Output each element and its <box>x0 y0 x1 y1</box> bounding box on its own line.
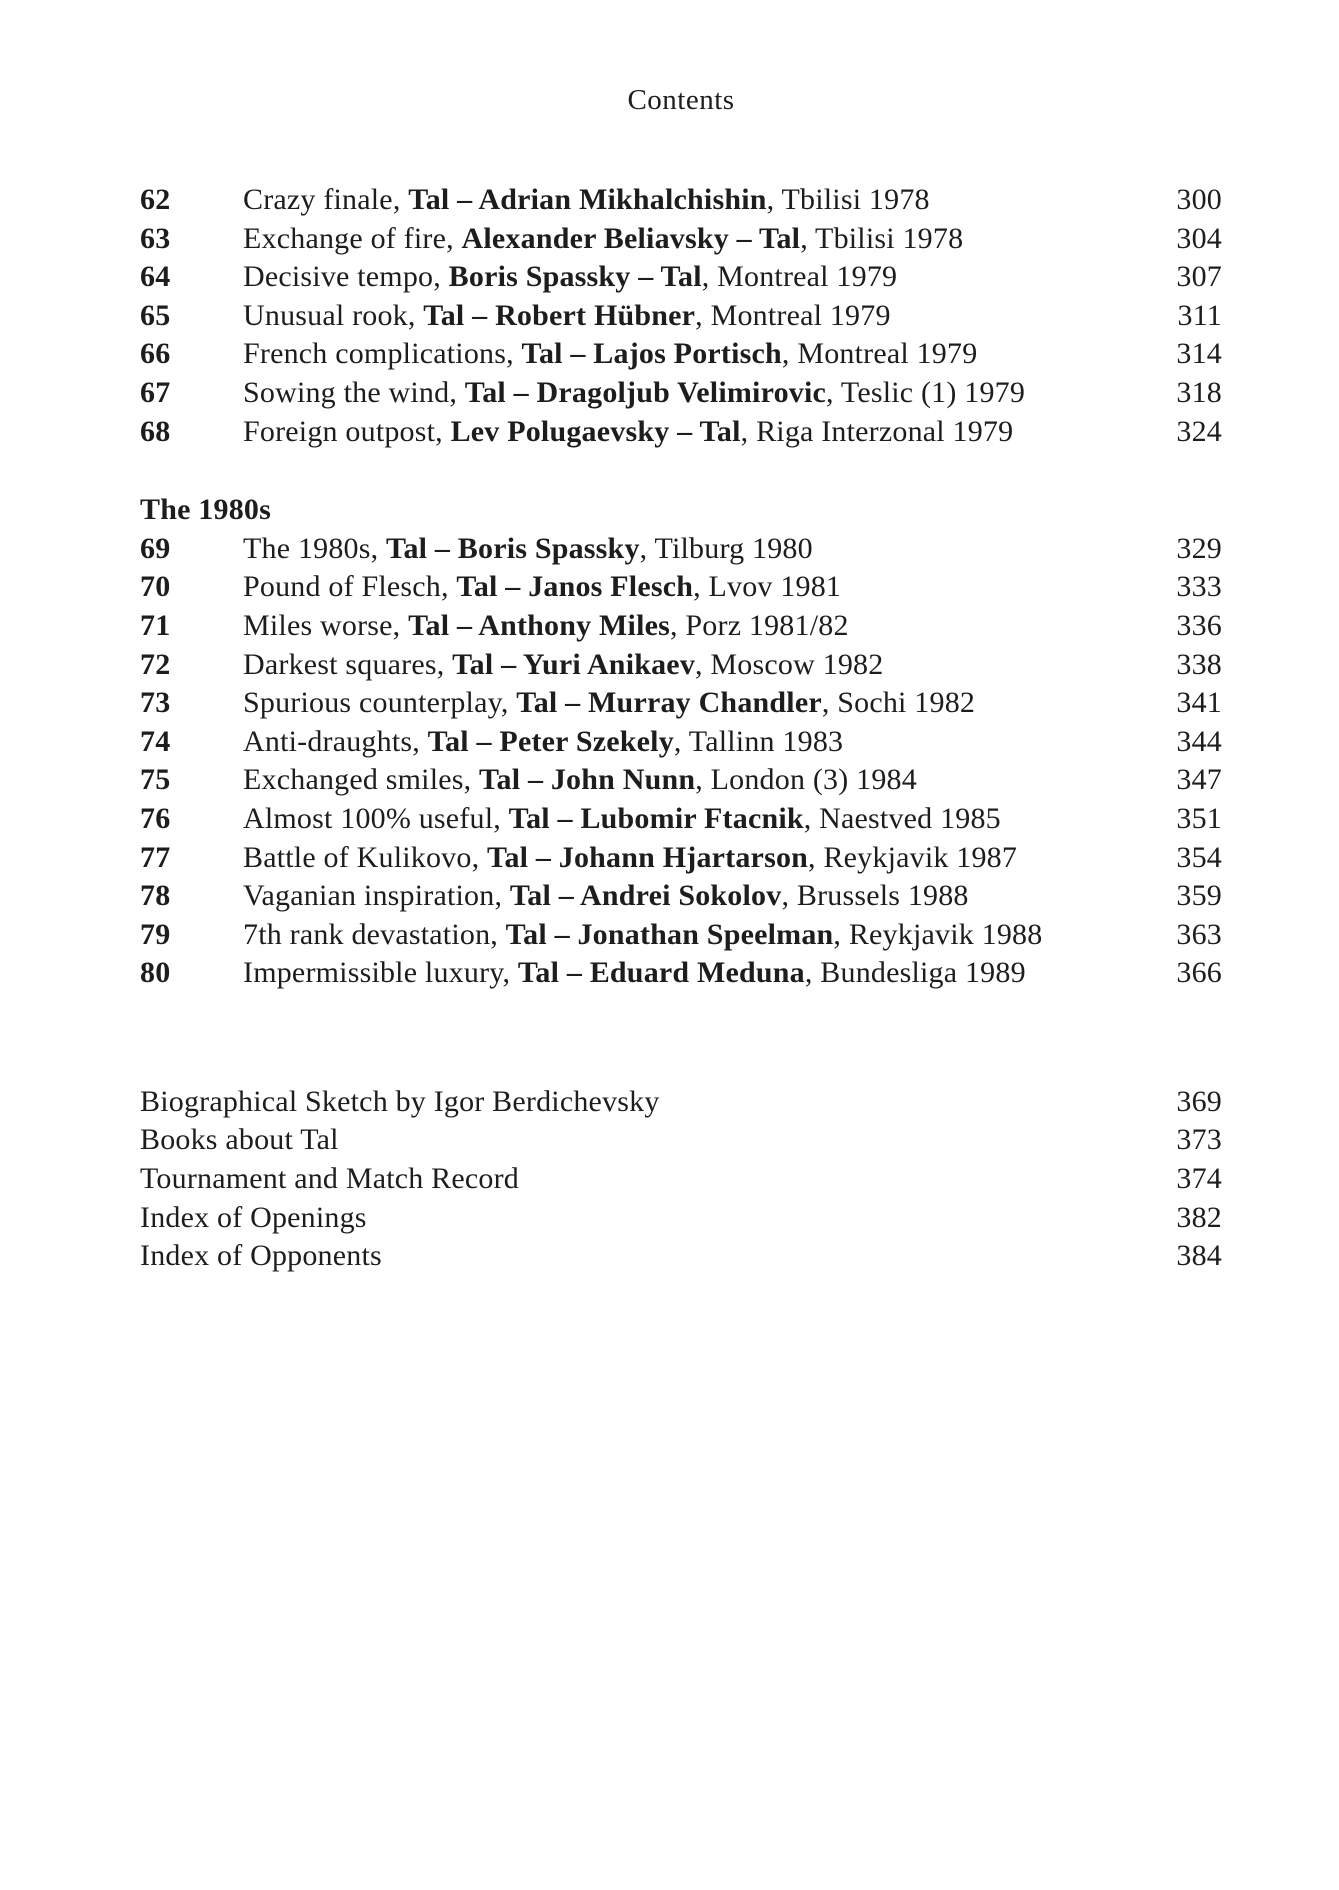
game-venue-year: , Moscow 1982 <box>695 647 884 681</box>
back-matter-label: Index of Openings <box>140 1200 367 1234</box>
toc-entry-row <box>140 181 1222 220</box>
game-number: 72 <box>140 647 171 681</box>
toc-entry-row <box>140 297 1222 336</box>
game-number: 75 <box>140 763 171 797</box>
game-players: Tal – Eduard Meduna <box>517 956 805 990</box>
game-number: 74 <box>140 724 171 758</box>
game-venue-year: , Riga Interzonal 1979 <box>740 414 1014 448</box>
game-title-text: Sowing the wind, <box>243 375 465 409</box>
page-number: 347 <box>1176 763 1222 797</box>
game-players: Tal – Johann Hjartarson <box>486 840 809 874</box>
back-matter-row <box>140 1083 1222 1122</box>
game-title-text: Anti-draughts, <box>243 724 428 758</box>
game-title-text: French complications, <box>243 337 522 371</box>
game-venue-year: , Tilburg 1980 <box>639 531 813 565</box>
game-title <box>243 877 1176 916</box>
toc-entry-row <box>140 761 1222 800</box>
game-title-text: Almost 100% useful, <box>243 801 509 835</box>
back-matter-label: Biographical Sketch by Igor Berdichevsky <box>140 1084 660 1118</box>
game-title-text: The 1980s, <box>243 531 387 565</box>
game-players: Lev Polugaevsky – Tal <box>450 414 741 448</box>
page-number: 363 <box>1176 917 1222 951</box>
game-venue-year: , London (3) 1984 <box>695 763 917 797</box>
game-venue-year: , Reykjavik 1988 <box>833 917 1043 951</box>
game-number: 80 <box>140 956 171 990</box>
toc-section <box>140 491 1222 993</box>
game-title <box>243 220 1176 259</box>
toc-entry-row <box>140 839 1222 878</box>
page-number: 384 <box>1176 1239 1222 1273</box>
game-title-text: Exchange of fire, <box>243 221 462 255</box>
toc-entry-row <box>140 877 1222 916</box>
game-venue-year: , Tbilisi 1978 <box>766 183 930 216</box>
toc-entry-row <box>140 220 1222 259</box>
toc-entry-row <box>140 335 1222 374</box>
game-title <box>243 723 1176 762</box>
back-matter-row <box>140 1237 1222 1276</box>
page-number: 382 <box>1176 1200 1222 1234</box>
table-of-contents <box>140 181 1222 1276</box>
game-players: Tal – Adrian Mikhalchishin <box>408 183 767 216</box>
game-venue-year: , Teslic (1) 1979 <box>826 375 1026 409</box>
game-number: 64 <box>140 260 171 294</box>
toc-entry-row <box>140 568 1222 607</box>
toc-entry-row <box>140 374 1222 413</box>
game-players: Tal – Anthony Miles <box>408 608 671 642</box>
game-players: Boris Spassky – Tal <box>448 260 702 294</box>
game-venue-year: , Montreal 1979 <box>781 337 978 371</box>
game-venue-year: , Lvov 1981 <box>693 570 842 604</box>
toc-entry-row <box>140 954 1222 993</box>
toc-entry-row <box>140 413 1222 452</box>
game-players: Tal – Lajos Portisch <box>521 337 782 371</box>
page-title: Contents <box>627 84 735 116</box>
game-title <box>243 839 1176 878</box>
game-players: Alexander Beliavsky – Tal <box>461 221 801 255</box>
game-number: 63 <box>140 221 171 255</box>
game-title-text: Battle of Kulikovo, <box>243 840 487 874</box>
game-title <box>243 374 1176 413</box>
toc-entry-row <box>140 723 1222 762</box>
game-players: Tal – Janos Flesch <box>456 570 694 604</box>
page-number: 359 <box>1176 879 1222 913</box>
game-number: 65 <box>140 298 171 332</box>
game-number: 70 <box>140 570 171 604</box>
game-venue-year: , Montreal 1979 <box>695 298 891 332</box>
section-heading: The 1980s <box>140 493 271 527</box>
page-number: 373 <box>1176 1123 1222 1157</box>
back-matter-row <box>140 1121 1222 1160</box>
game-title-text: Crazy finale, <box>243 183 409 216</box>
game-number: 67 <box>140 375 171 409</box>
game-title-text: Vaganian inspiration, <box>243 879 510 913</box>
game-number: 68 <box>140 414 171 448</box>
page-number: 329 <box>1176 531 1222 565</box>
game-players: Tal – Lubomir Ftacnik <box>508 801 804 835</box>
game-title <box>243 954 1176 993</box>
page-number: 344 <box>1176 724 1222 758</box>
game-title <box>243 761 1176 800</box>
toc-entry-row <box>140 800 1222 839</box>
toc-entry-row <box>140 530 1222 569</box>
game-title-text: Decisive tempo, <box>243 260 449 294</box>
back-matter-list <box>140 1083 1222 1276</box>
toc-section <box>140 181 1222 451</box>
page-number: 336 <box>1176 608 1222 642</box>
page-number: 333 <box>1176 570 1222 604</box>
game-title <box>243 800 1176 839</box>
game-number: 66 <box>140 337 171 371</box>
game-venue-year: , Tallinn 1983 <box>673 724 844 758</box>
toc-entry-row <box>140 646 1222 685</box>
game-title <box>243 258 1176 297</box>
page-number: 304 <box>1176 221 1222 255</box>
game-title <box>243 568 1176 607</box>
page-number: 351 <box>1176 801 1222 835</box>
game-title-text: Impermissible luxury, <box>243 956 518 990</box>
game-title-text: Unusual rook, <box>243 298 424 332</box>
game-number: 62 <box>140 183 171 216</box>
game-title-text: Foreign outpost, <box>243 414 451 448</box>
toc-entry-row <box>140 916 1222 955</box>
game-players: Tal – Murray Chandler <box>516 686 822 720</box>
game-title <box>243 413 1176 452</box>
game-title <box>243 646 1176 685</box>
game-title <box>243 181 1176 220</box>
game-players: Tal – Peter Szekely <box>427 724 674 758</box>
game-venue-year: , Naestved 1985 <box>803 801 1001 835</box>
page-number: 366 <box>1176 956 1222 990</box>
game-players: Tal – Jonathan Speelman <box>505 917 834 951</box>
game-number: 69 <box>140 531 171 565</box>
toc-entry-row <box>140 258 1222 297</box>
game-venue-year: , Tbilisi 1978 <box>800 221 964 255</box>
game-players: Tal – Boris Spassky <box>386 531 640 565</box>
game-title <box>243 916 1176 955</box>
game-venue-year: , Porz 1981/82 <box>670 608 849 642</box>
page-number: 300 <box>1176 183 1222 216</box>
game-number: 79 <box>140 917 171 951</box>
game-number: 73 <box>140 686 171 720</box>
page-number: 314 <box>1176 337 1222 371</box>
game-venue-year: , Bundesliga 1989 <box>804 956 1026 990</box>
game-number: 78 <box>140 879 171 913</box>
back-matter-label: Index of Opponents <box>140 1239 382 1273</box>
toc-sections <box>140 181 1222 993</box>
page-number: 369 <box>1176 1084 1222 1118</box>
game-players: Tal – John Nunn <box>479 763 696 797</box>
game-title <box>243 335 1176 374</box>
page-number: 318 <box>1176 375 1222 409</box>
game-number: 77 <box>140 840 171 874</box>
game-venue-year: , Reykjavik 1987 <box>808 840 1018 874</box>
game-title-text: 7th rank devastation, <box>243 917 506 951</box>
toc-entry-row <box>140 607 1222 646</box>
game-venue-year: , Sochi 1982 <box>821 686 976 720</box>
game-title-text: Darkest squares, <box>243 647 453 681</box>
game-title-text: Spurious counterplay, <box>243 686 517 720</box>
back-matter-row <box>140 1199 1222 1238</box>
back-matter-label: Tournament and Match Record <box>140 1162 520 1196</box>
page-number: 338 <box>1176 647 1222 681</box>
back-matter-label: Books about Tal <box>140 1123 339 1157</box>
page-number: 374 <box>1176 1162 1222 1196</box>
game-number: 71 <box>140 608 171 642</box>
page-number: 354 <box>1176 840 1222 874</box>
page-number: 341 <box>1176 686 1222 720</box>
game-players: Tal – Yuri Anikaev <box>452 647 696 681</box>
game-players: Tal – Robert Hübner <box>423 298 696 332</box>
game-title <box>243 297 1178 336</box>
game-title <box>243 530 1176 569</box>
game-title-text: Exchanged smiles, <box>243 763 480 797</box>
game-venue-year: , Montreal 1979 <box>701 260 898 294</box>
page-number: 324 <box>1176 414 1222 448</box>
page-number: 311 <box>1177 298 1222 332</box>
game-title <box>243 684 1176 723</box>
game-players: Tal – Andrei Sokolov <box>509 879 782 913</box>
game-title-text: Miles worse, <box>243 608 409 642</box>
game-title-text: Pound of Flesch, <box>243 570 457 604</box>
game-title <box>243 607 1176 646</box>
toc-entry-row <box>140 684 1222 723</box>
game-venue-year: , Brussels 1988 <box>781 879 969 913</box>
back-matter-row <box>140 1160 1222 1199</box>
game-number: 76 <box>140 801 171 835</box>
page-number: 307 <box>1176 260 1222 294</box>
game-players: Tal – Dragoljub Velimirovic <box>464 375 827 409</box>
